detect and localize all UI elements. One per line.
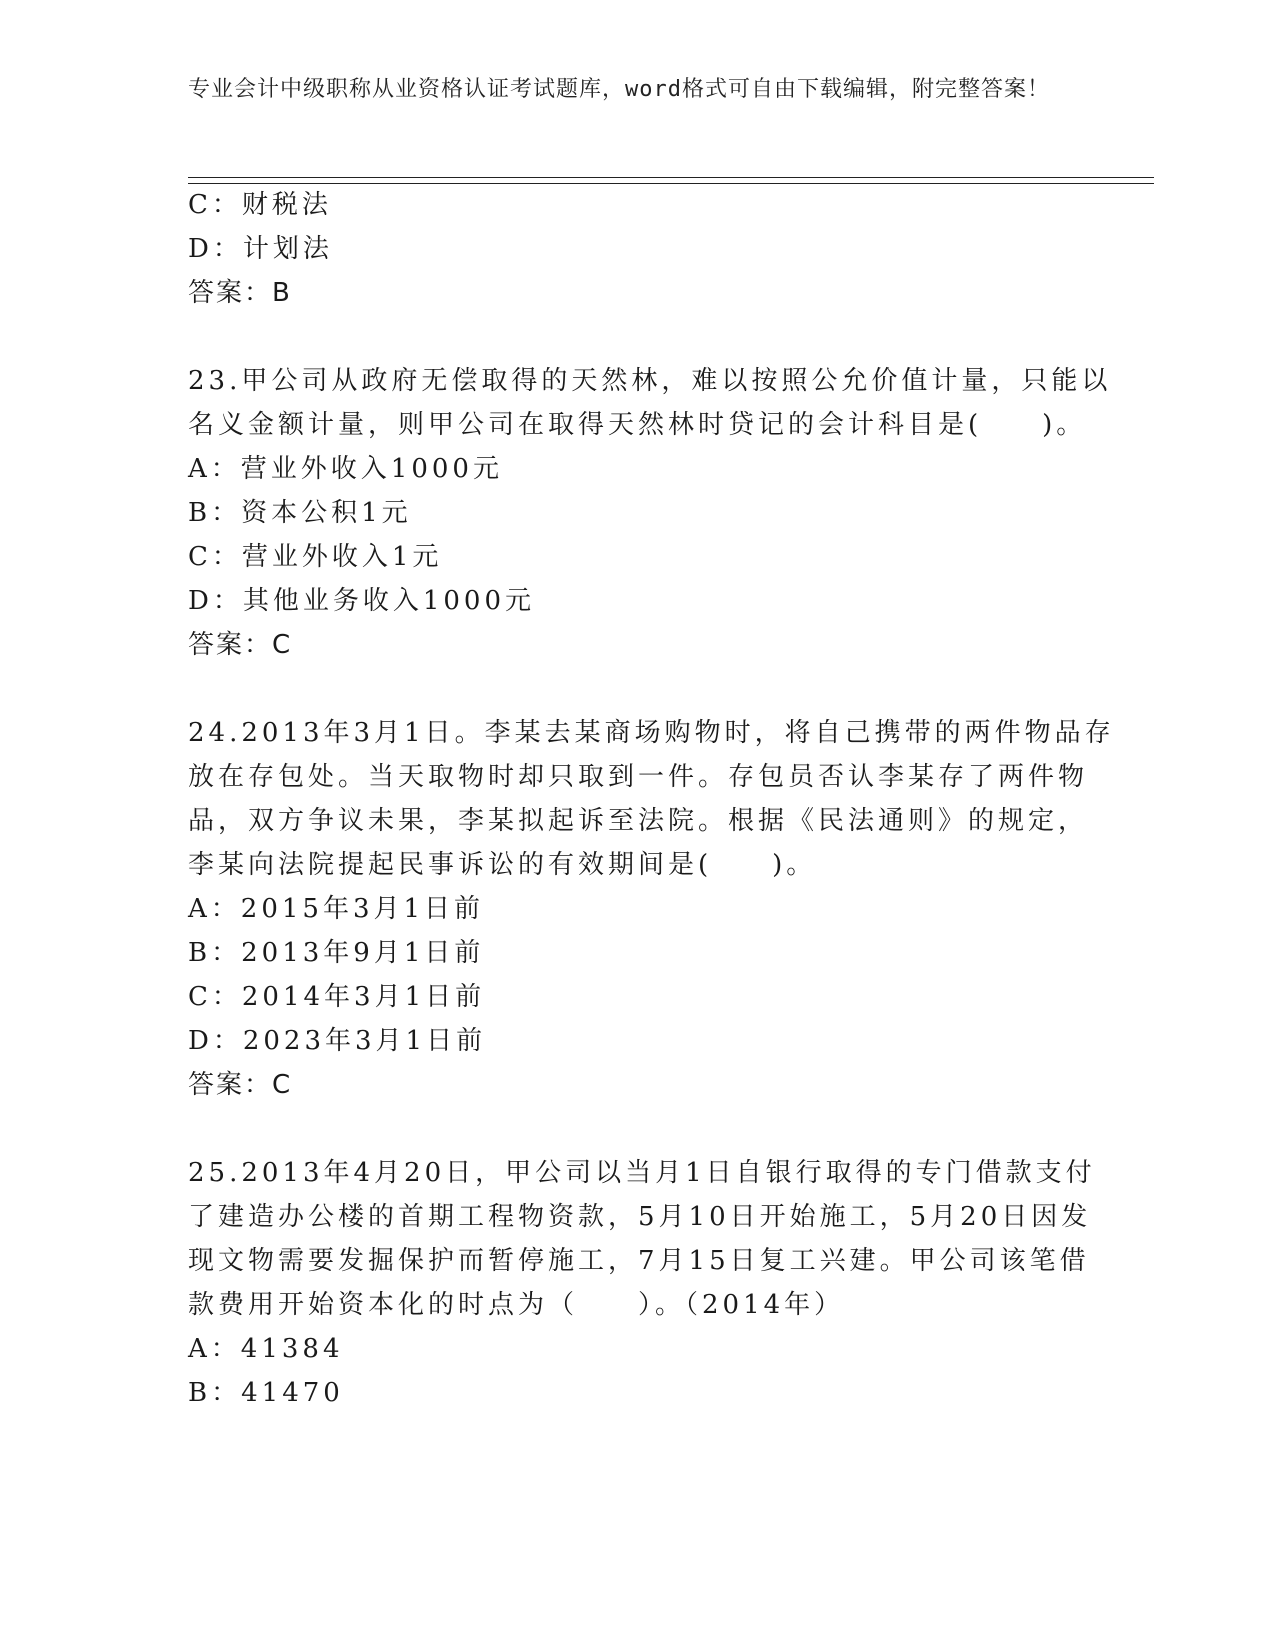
page-header: 专业会计中级职称从业资格认证考试题库，word格式可自由下载编辑，附完整答案！ [188,77,1050,102]
header-divider-bottom [188,183,1154,184]
question-24-line-1: 24.2013年3月1日。李某去某商场购物时，将自己携带的两件物品存 [188,718,1115,748]
question-25-line-4: 款费用开始资本化的时点为（ ）。（2014年） [188,1290,845,1320]
q24-answer: 答案：C [188,1070,293,1100]
question-23-line-2: 名义金额计量，则甲公司在取得天然林时贷记的会计科目是( )。 [188,410,1087,440]
question-25-line-2: 了建造办公楼的首期工程物资款，5月10日开始施工，5月20日因发 [188,1202,1092,1232]
q23-option-a: A：营业外收入1000元 [188,454,503,484]
q23-option-c: C：营业外收入1元 [188,542,443,572]
question-24-line-3: 品，双方争议未果，李某拟起诉至法院。根据《民法通则》的规定， [188,806,1089,836]
option-c: C：财税法 [188,190,332,220]
question-24-line-4: 李某向法院提起民事诉讼的有效期间是( )。 [188,850,817,880]
question-23-line-1: 23.甲公司从政府无偿取得的天然林，难以按照公允价值计量，只能以 [188,366,1112,396]
question-25-line-1: 25.2013年4月20日，甲公司以当月1日自银行取得的专门借款支付 [188,1158,1096,1188]
q23-option-d: D：其他业务收入1000元 [188,586,536,616]
q24-option-d: D：2023年3月1日前 [188,1026,487,1056]
header-divider-top [188,177,1154,178]
q25-option-a: A：41384 [188,1334,344,1364]
question-25-line-3: 现文物需要发掘保护而暂停施工，7月15日复工兴建。甲公司该笔借 [188,1246,1090,1276]
question-24-line-2: 放在存包处。当天取物时却只取到一件。存包员否认李某存了两件物 [188,762,1089,792]
q24-option-c: C：2014年3月1日前 [188,982,486,1012]
q25-option-b: B：41470 [188,1378,344,1408]
q23-option-b: B：资本公积1元 [188,498,412,528]
option-d: D：计划法 [188,234,333,264]
q23-answer: 答案：C [188,630,293,660]
answer-line: 答案：B [188,278,292,308]
q24-option-a: A：2015年3月1日前 [188,894,485,924]
q24-option-b: B：2013年9月1日前 [188,938,485,968]
